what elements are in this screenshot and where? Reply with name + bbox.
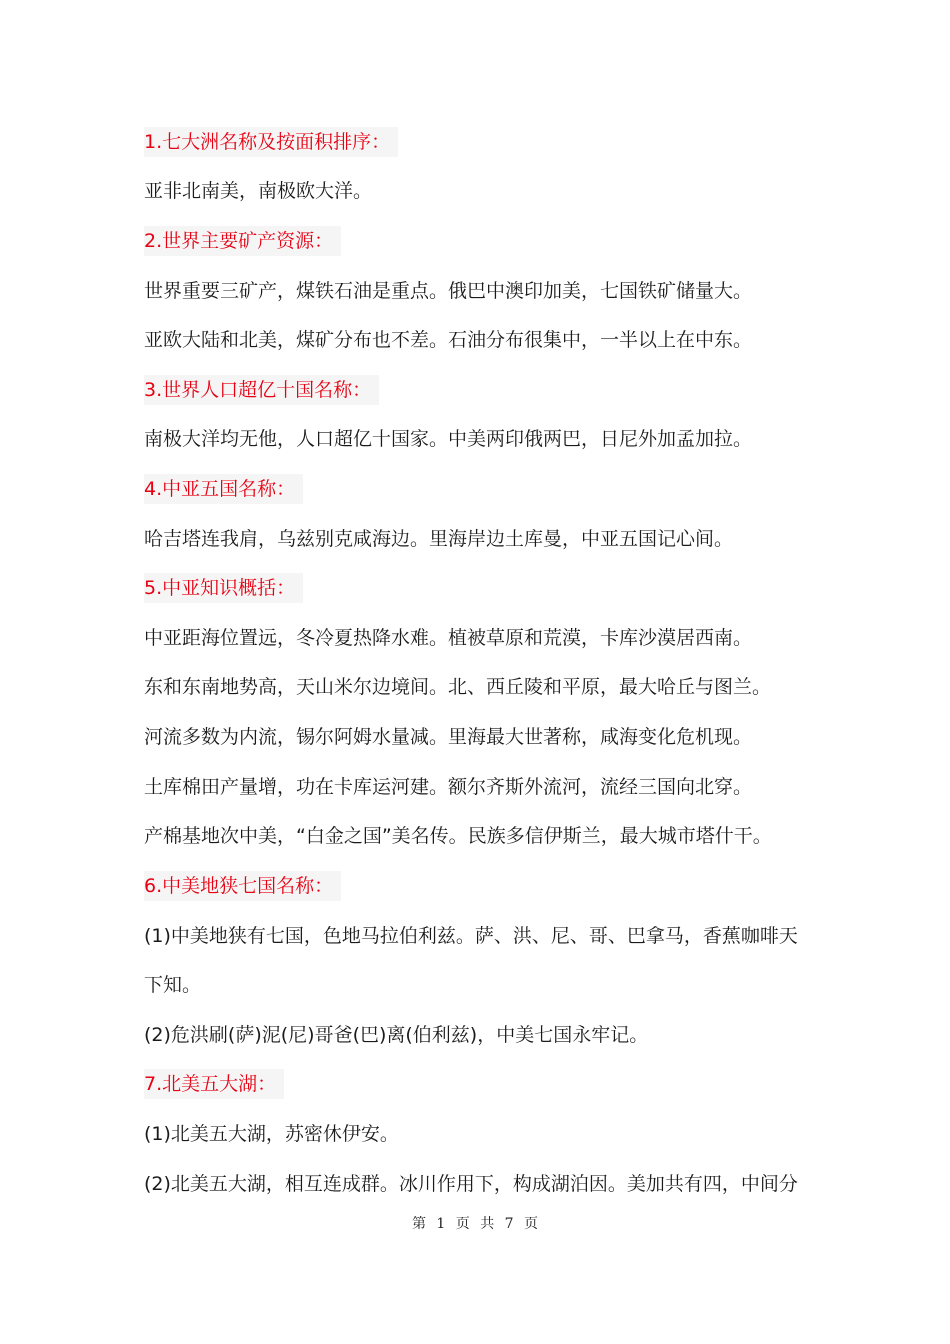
paragraph-line: 南极大洋均无他，人口超亿十国家。中美两印俄两巴，日尼外加孟加拉。 — [144, 428, 753, 450]
heading-text: 3.世界人口超亿十国名称： — [144, 375, 379, 405]
heading-text: 6.中美地狭七国名称： — [144, 871, 341, 901]
heading-text: 1.七大洲名称及按面积排序： — [144, 127, 398, 157]
section-heading — [144, 868, 824, 904]
paragraph-line: 土库棉田产量增，功在卡库运河建。额尔齐斯外流河，流经三国向北穿。 — [144, 776, 753, 798]
paragraph-line: 亚欧大陆和北美，煤矿分布也不差。石油分布很集中，一半以上在中东。 — [144, 329, 753, 351]
heading-text: 7.北美五大湖： — [144, 1069, 284, 1099]
paragraph-line: 亚非北南美，南极欧大洋。 — [144, 180, 373, 202]
heading-text: 5.中亚知识概括： — [144, 573, 303, 603]
section-heading — [144, 124, 824, 160]
section-heading — [144, 223, 824, 259]
paragraph-line: (2)北美五大湖，相互连成群。冰川作用下，构成湖泊因。美加共有四，中间分 — [144, 1173, 798, 1195]
paragraph-line: 中亚距海位置远，冬冷夏热降水难。植被草原和荒漠，卡库沙漠居西南。 — [144, 627, 753, 649]
section-heading — [144, 1066, 824, 1102]
paragraph-line: 下知。 — [144, 974, 202, 996]
paragraph-line: 产棉基地次中美，“白金之国”美名传。民族多信伊斯兰，最大城市塔什干。 — [144, 825, 772, 847]
section-heading — [144, 372, 824, 408]
paragraph-line: 河流多数为内流，锡尔阿姆水量减。里海最大世著称，咸海变化危机现。 — [144, 726, 753, 748]
section-heading — [144, 471, 824, 507]
paragraph-line: (2)危洪刷(萨)泥(尼)哥爸(巴)离(伯利兹)，中美七国永牢记。 — [144, 1024, 649, 1046]
page-footer: 第 1 页 共 7 页 — [411, 1216, 539, 1232]
paragraph-line: 世界重要三矿产，煤铁石油是重点。俄巴中澳印加美，七国铁矿储量大。 — [144, 280, 753, 302]
paragraph-line: (1)北美五大湖，苏密休伊安。 — [144, 1123, 399, 1145]
paragraph-line: 哈吉塔连我肩，乌兹别克咸海边。里海岸边土库曼，中亚五国记心间。 — [144, 528, 734, 550]
paragraph-line: (1)中美地狭有七国，色地马拉伯利兹。萨、洪、尼、哥、巴拿马，香蕉咖啡天 — [144, 925, 798, 947]
heading-text: 2.世界主要矿产资源： — [144, 226, 341, 256]
heading-text: 4.中亚五国名称： — [144, 474, 303, 504]
section-heading — [144, 570, 824, 606]
paragraph-line: 东和东南地势高，天山米尔边境间。北、西丘陵和平原，最大哈丘与图兰。 — [144, 676, 772, 698]
